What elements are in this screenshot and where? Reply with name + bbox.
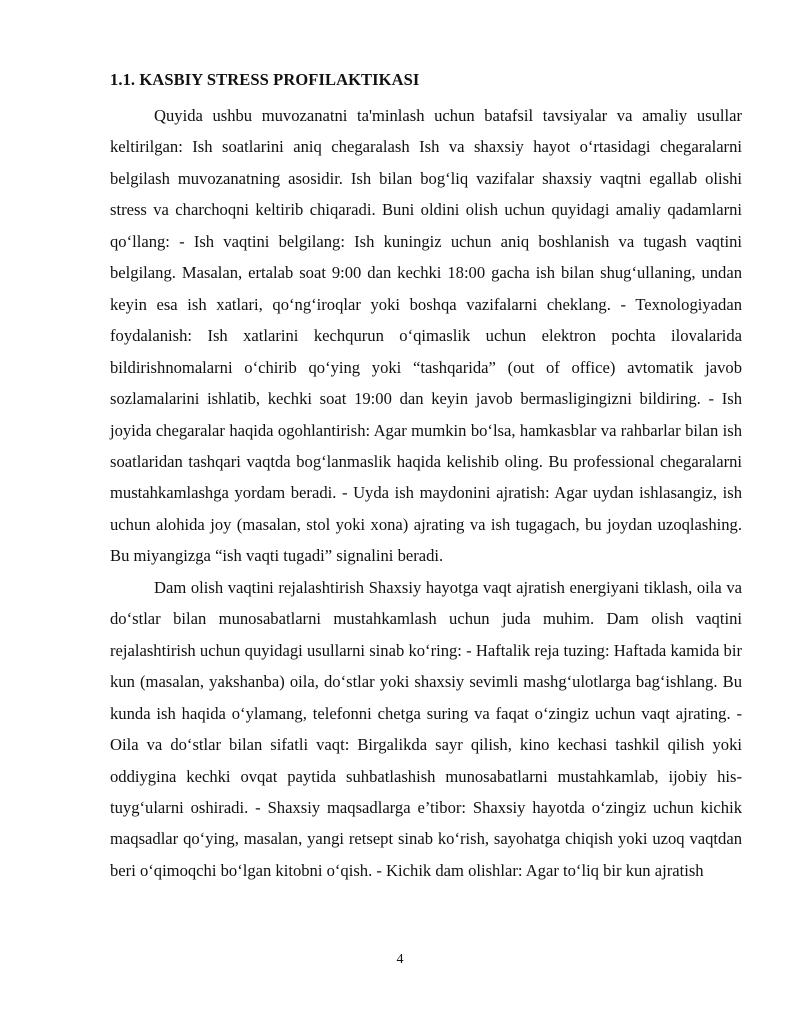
page-number: 4 [396,952,404,967]
section-heading: 1.1. KASBIY STRESS PROFILAKTIKASI [110,70,420,89]
paragraph-work-hours: Quyida ushbu muvozanatni ta'minlash uchun batafsil tavsiyalar va amaliy usullar keltirilgan: Ish soatlarini aniq chegaralash Ish va shaxsiy hayot o‘rtasidagi chegaralarni belgilash muvozanatning asosidir. Ish bilan bog‘liq vazifalar shaxsiy vaqtni egallab olishi stress va charchoqni keltirib chiqaradi. Buni oldini olish uchun quyidagi amaliy qadamlarni qo‘llang: - Ish vaqtini belgilang: Ish kuningiz uchun aniq boshlanish va tugash vaqtini belgilang. Masalan, ertalab soat 9:00 dan kechki 18:00 gacha ish bilan shug‘ullaning, undan keyin esa ish xatlari, qo‘ng‘iroqlar yoki boshqa vazifalarni cheklang. - Texnologiyadan foydalanish: Ish xatlarini kechqurun o‘qimaslik uchun elektron pochta ilovalarida bildirishnomalarni o‘chirib qo‘ying yoki “tashqarida” (out of office) avtomatik javob sozlamalarini ishlatib, kechki soat 19:00 dan keyin javob bermasligingizni bildiring. - Ish joyida chegaralar haqida ogohlantirish: Agar mumkin bo‘lsa, hamkasblar va rahbarlar bilan ish soatlaridan tashqari vaqtda bog‘lanmaslik haqida kelishib oling. Bu professional chegaralarni mustahkamlashga yordam beradi. - Uyda ish maydonini ajratish: Agar uydan ishlasangiz, ish uchun alohida joy (masalan, stol yoki xona) ajrating va ish tugagach, bu joydan uzoqlashing. Bu miyangizga “ish vaqti tugadi” signalini beradi. [110,106,742,566]
paragraph-leisure-planning: Dam olish vaqtini rejalashtirish Shaxsiy hayotga vaqt ajratish energiyani tiklash, oila va do‘stlar bilan munosabatlarni mustahkamlash uchun juda muhim. Dam olish vaqtini rejalashtirish uchun quyidagi usullarni sinab ko‘ring: - Haftalik reja tuzing: Haftada kamida bir kun (masalan, yakshanba) oila, do‘stlar yoki shaxsiy sevimli mashg‘ulotlarga bag‘ishlang. Bu kunda ish haqida o‘ylamang, telefonni chetga suring va faqat o‘zingiz uchun vaqt ajrating. - Oila va do‘stlar bilan sifatli vaqt: Birgalikda sayr qilish, kino kechasi tashkil qilish yoki oddiygina kechki ovqat paytida suhbatlashish munosabatlarni mustahkamlab, ijobiy his-tuyg‘ularni oshiradi. - Shaxsiy maqsadlarga e’tibor: Shaxsiy hayotda o‘zingiz uchun kichik maqsadlar qo‘ying, masalan, yangi retsept sinab ko‘rish, sayohatga chiqish yoki uzoq vaqtdan beri o‘qimoqchi bo‘lgan kitobni o‘qish. - Kichik dam olishlar: Agar to‘liq bir kun ajratish [110,577,742,880]
body-text [110,100,742,886]
